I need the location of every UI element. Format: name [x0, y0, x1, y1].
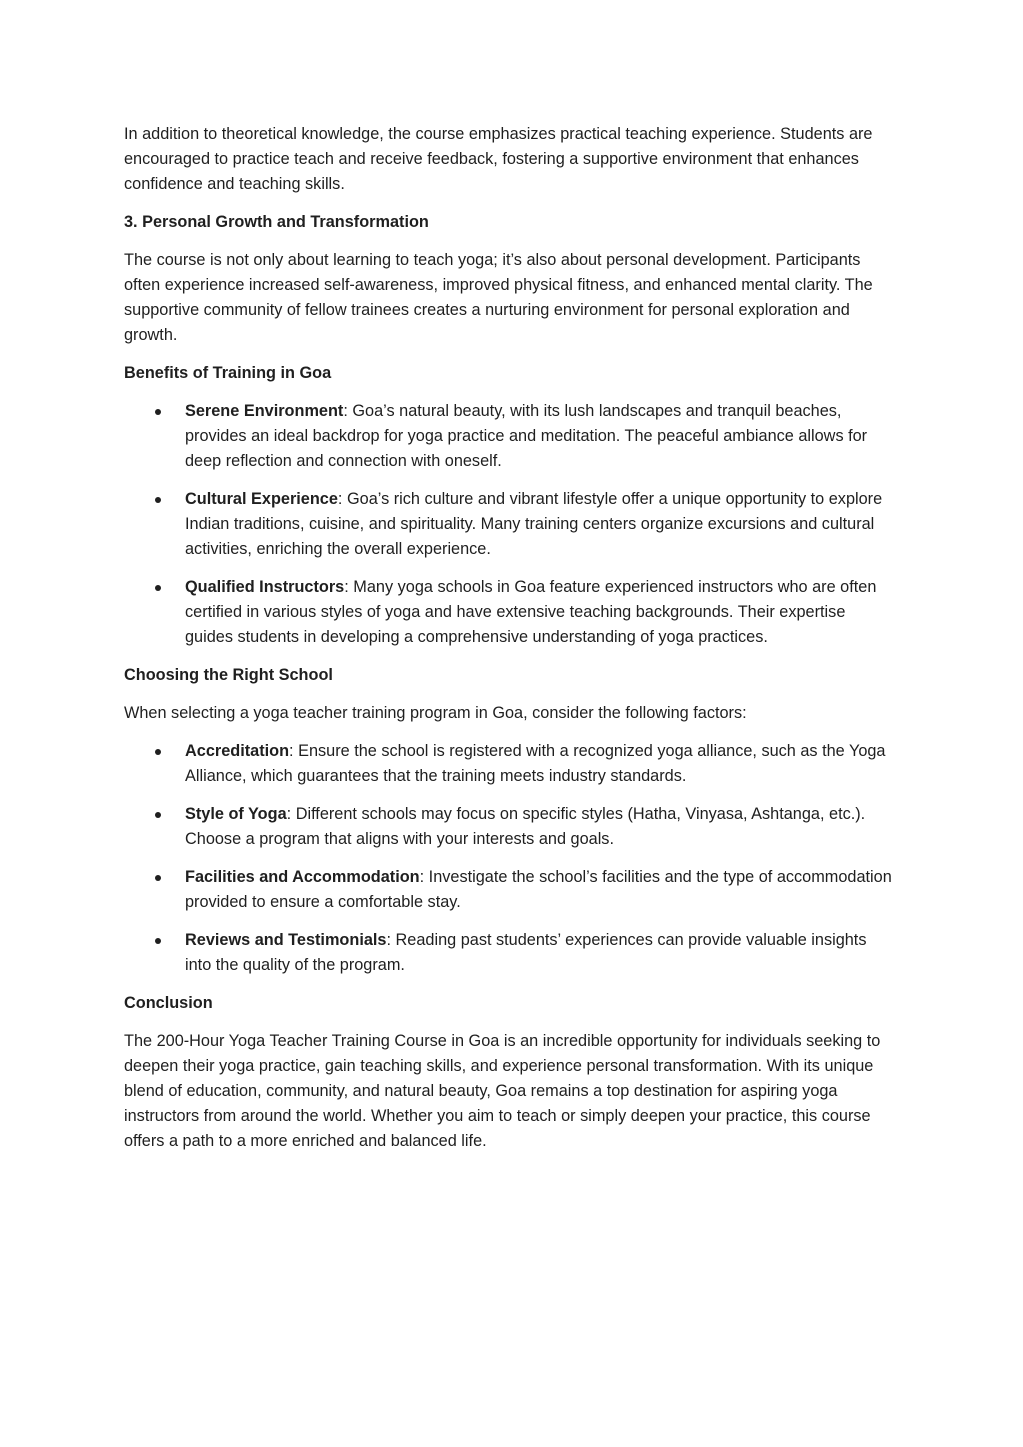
bullet-icon: [155, 938, 161, 944]
list-item-term: Facilities and Accommodation: [185, 868, 420, 886]
list-item-text: : Reading past students’ experiences can provide valuable insights into the quality of the program.: [185, 931, 867, 974]
bullet-icon: [155, 409, 161, 415]
bullet-icon: [155, 875, 161, 881]
list-item-term: Qualified Instructors: [185, 578, 345, 596]
list-item-term: Style of Yoga: [185, 805, 287, 823]
list-item: [124, 487, 894, 562]
list-item-term: Cultural Experience: [185, 490, 338, 508]
bullet-icon: [155, 585, 161, 591]
choosing-list: [124, 739, 894, 978]
list-item-term: Serene Environment: [185, 402, 344, 420]
personal-growth-paragraph: The course is not only about learning to teach yoga; it’s also about personal development. Participants often experience increased self-awareness, improved physical fitness, and enhanced mental clarity. The supportive community of fellow trainees creates a nurturing environment for personal exploration and growth.: [124, 251, 873, 344]
benefits-heading: Benefits of Training in Goa: [124, 364, 332, 382]
list-item-text: : Different schools may focus on specific styles (Hatha, Vinyasa, Ashtanga, etc.). Choose a program that aligns with your interests and goals.: [185, 805, 866, 848]
list-item: [124, 399, 894, 474]
intro-paragraph: In addition to theoretical knowledge, the course emphasizes practical teaching experience. Students are encouraged to practice teach and receive feedback, fostering a supportive environment that enhances confidence and teaching skills.: [124, 125, 873, 193]
benefits-list: [124, 399, 894, 650]
bullet-icon: [155, 497, 161, 503]
list-item: [124, 575, 894, 650]
choosing-heading: Choosing the Right School: [124, 666, 333, 684]
bullet-icon: [155, 812, 161, 818]
conclusion-paragraph: The 200-Hour Yoga Teacher Training Course in Goa is an incredible opportunity for individuals seeking to deepen their yoga practice, gain teaching skills, and experience personal transformation. With its unique blend of education, community, and natural beauty, Goa remains a top destination for aspiring yoga instructors from around the world. Whether you aim to teach or simply deepen your practice, this course offers a path to a more enriched and balanced life.: [124, 1032, 881, 1150]
list-item-term: Reviews and Testimonials: [185, 931, 387, 949]
bullet-icon: [155, 749, 161, 755]
personal-growth-heading: 3. Personal Growth and Transformation: [124, 213, 429, 231]
conclusion-heading: Conclusion: [124, 994, 213, 1012]
list-item-term: Accreditation: [185, 742, 290, 760]
list-item-text: : Goa’s rich culture and vibrant lifestyle offer a unique opportunity to explore Indian traditions, cuisine, and spirituality. Many training centers organize excursions and cultural activities, enriching the overall experience.: [185, 490, 883, 558]
list-item: [124, 865, 894, 915]
list-item-text: : Investigate the school’s facilities and the type of accommodation provided to ensure a comfortable stay.: [185, 868, 892, 911]
list-item-text: : Many yoga schools in Goa feature experienced instructors who are often certified in various styles of yoga and have extensive teaching backgrounds. Their expertise guides students in developing a comprehensive understanding of yoga practices.: [185, 578, 877, 646]
list-item: [124, 802, 894, 852]
list-item: [124, 739, 894, 789]
list-item-text: : Ensure the school is registered with a recognized yoga alliance, such as the Yoga Alliance, which guarantees that the training meets industry standards.: [185, 742, 886, 785]
list-item-text: : Goa’s natural beauty, with its lush landscapes and tranquil beaches, provides an ideal backdrop for yoga practice and meditation. The peaceful ambiance allows for deep reflection and connection with oneself.: [185, 402, 868, 470]
list-item: [124, 928, 894, 978]
document-page: [124, 122, 894, 1167]
choosing-intro: When selecting a yoga teacher training program in Goa, consider the following factors:: [124, 704, 747, 722]
